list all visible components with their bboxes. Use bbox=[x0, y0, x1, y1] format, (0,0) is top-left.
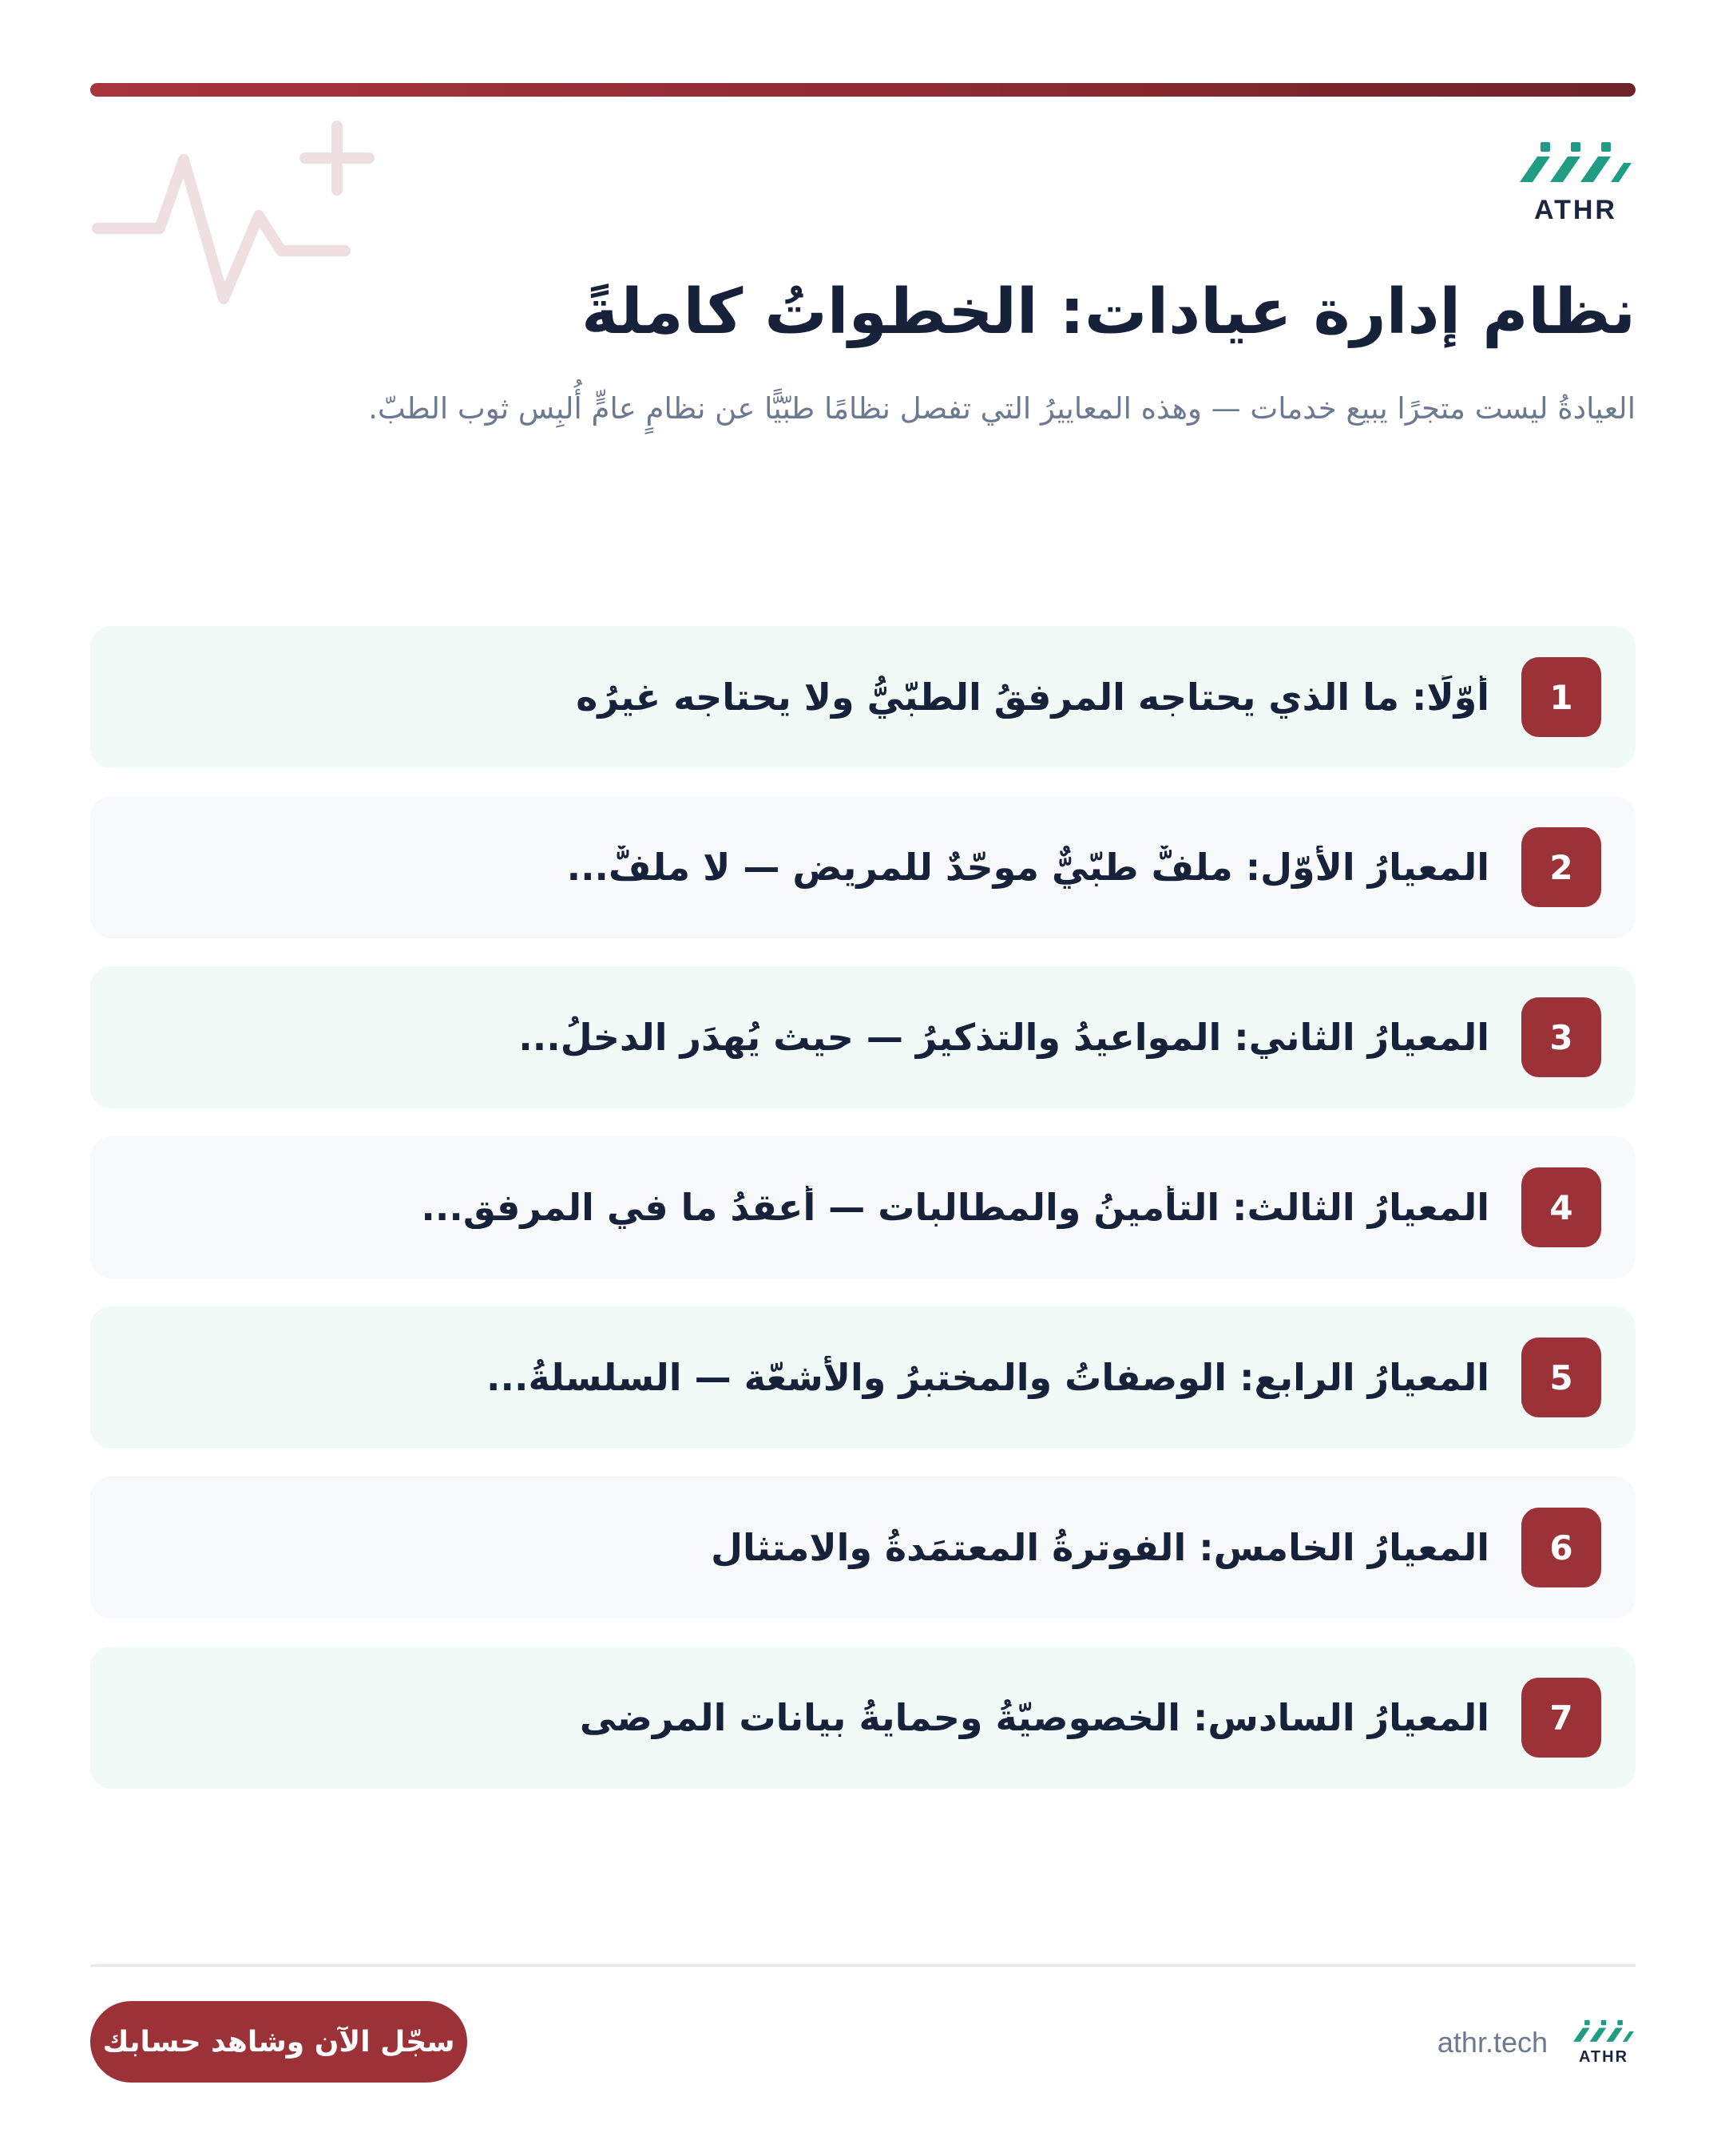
top-accent-bar bbox=[90, 83, 1636, 97]
step-number-badge: 5 bbox=[1521, 1338, 1601, 1417]
site-url-link[interactable]: athr.tech bbox=[1437, 2026, 1548, 2059]
step-number-badge: 2 bbox=[1521, 827, 1601, 907]
step-number-badge: 1 bbox=[1521, 657, 1601, 737]
register-cta-button[interactable]: سجّل الآن وشاهد حسابك bbox=[90, 2001, 467, 2083]
footer-divider bbox=[90, 1964, 1636, 1967]
athr-logo-icon bbox=[1520, 142, 1632, 190]
step-title: المعيارُ الأوّل: ملفٌّ طبّيٌّ موحّدٌ للمريض — لا ملفٌّ... bbox=[566, 846, 1489, 889]
step-number-badge: 3 bbox=[1521, 997, 1601, 1077]
footer-logo bbox=[1572, 2019, 1636, 2067]
page-title: نظام إدارة عيادات: الخطواتُ كاملةً bbox=[581, 276, 1636, 348]
step-item[interactable] bbox=[90, 1136, 1636, 1278]
step-item[interactable] bbox=[90, 1647, 1636, 1789]
heartbeat-plus-icon bbox=[89, 110, 393, 318]
step-title: أوّلًا: ما الذي يحتاجه المرفقُ الطبّيُّ ولا يحتاجه غيرُه bbox=[576, 676, 1489, 719]
step-title: المعيارُ الرابع: الوصفاتُ والمختبرُ والأشعّة — السلسلةُ... bbox=[486, 1356, 1489, 1399]
step-title: المعيارُ السادس: الخصوصيّةُ وحمايةُ بيانات المرضى bbox=[579, 1696, 1489, 1739]
step-number-badge: 6 bbox=[1521, 1508, 1601, 1587]
steps-list bbox=[90, 626, 1636, 1817]
step-number-badge: 7 bbox=[1521, 1678, 1601, 1758]
page-subtitle: العيادةُ ليست متجرًا يبيع خدمات — وهذه المعاييرُ التي تفصل نظامًا طبّيًّا عن نظامٍ عامٍّ أُلبِس ثوب الطبّ. bbox=[368, 391, 1636, 426]
step-title: المعيارُ الخامس: الفوترةُ المعتمَدةُ والامتثال bbox=[711, 1526, 1489, 1569]
step-item[interactable] bbox=[90, 626, 1636, 768]
step-item[interactable] bbox=[90, 1306, 1636, 1449]
footer-brand bbox=[1438, 2011, 1636, 2075]
step-item[interactable] bbox=[90, 966, 1636, 1108]
logo-text: ATHR bbox=[1534, 195, 1617, 225]
step-item[interactable] bbox=[90, 796, 1636, 938]
step-title: المعيارُ الثالث: التأمينُ والمطالبات — أعقدُ ما في المرفق... bbox=[421, 1186, 1489, 1229]
footer-logo-text: ATHR bbox=[1578, 2047, 1629, 2066]
athr-logo-icon bbox=[1573, 2019, 1634, 2047]
athr-logo bbox=[1516, 142, 1636, 230]
step-number-badge: 4 bbox=[1521, 1167, 1601, 1247]
step-item[interactable] bbox=[90, 1476, 1636, 1619]
step-title: المعيارُ الثاني: المواعيدُ والتذكيرُ — حيث يُهدَر الدخلُ... bbox=[518, 1016, 1489, 1059]
